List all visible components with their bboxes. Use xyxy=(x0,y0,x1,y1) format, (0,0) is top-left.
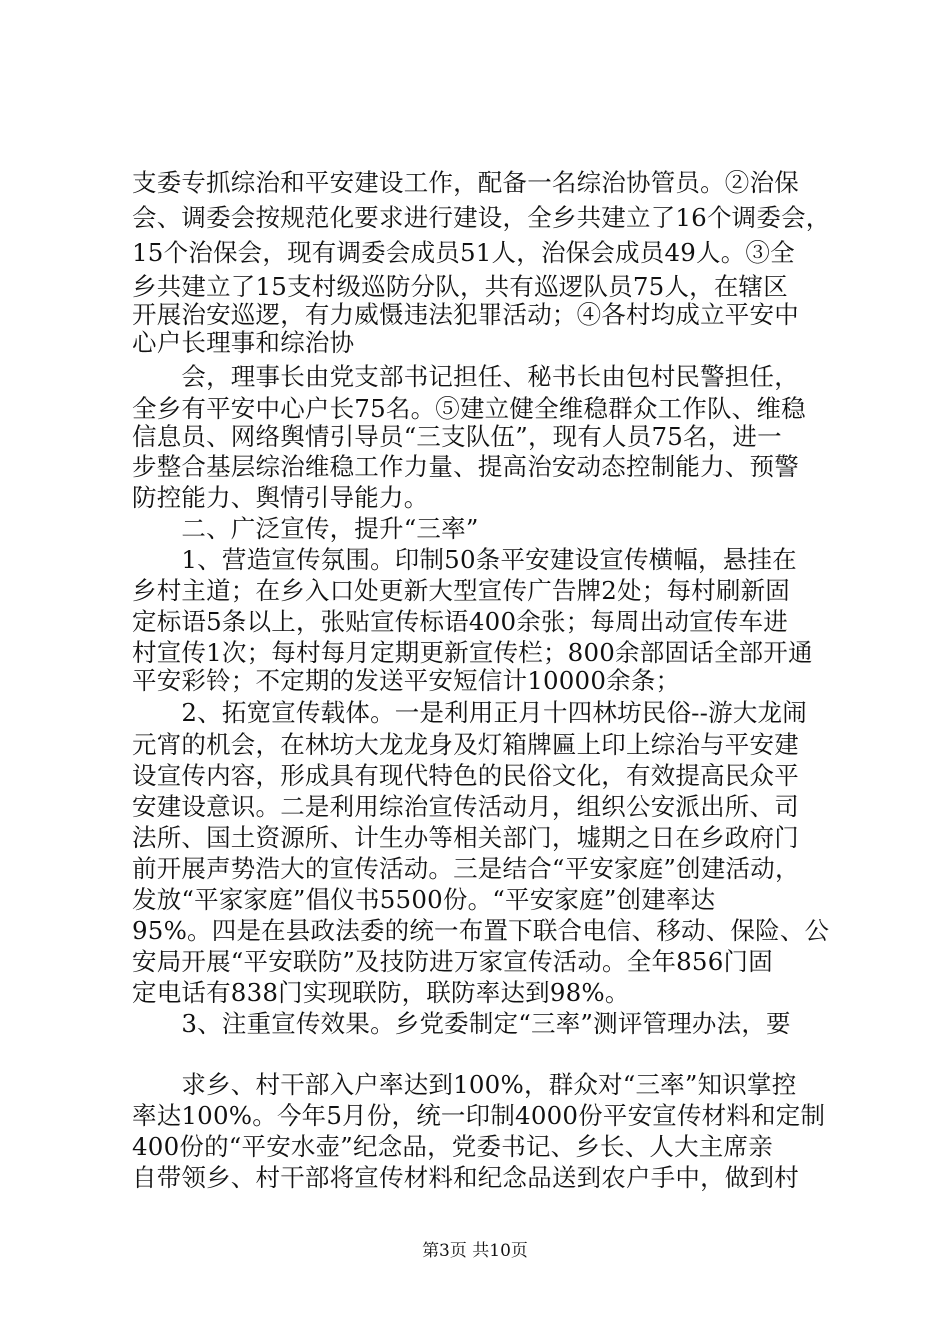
text-line: 乡共建立了15支村级巡防分队，共有巡逻队员75人，在辖区 xyxy=(132,272,788,301)
text-line: 心户长理事和综治协 xyxy=(132,328,355,357)
text-line: 95%。四是在县政法委的统一布置下联合电信、移动、保险、公 xyxy=(132,916,830,945)
text-line: 法所、国土资源所、计生办等相关部门，墟期之日在乡政府门 xyxy=(132,823,799,852)
text-line: 支委专抓综治和平安建设工作，配备一名综治协管员。②治保 xyxy=(132,168,799,197)
text-line: 村宣传1次；每村每月定期更新宣传栏；800余部固话全部开通 xyxy=(132,638,813,667)
text-line: 前开展声势浩大的宣传活动。三是结合“平安家庭”创建活动， xyxy=(132,854,800,883)
section-heading: 二、广泛宣传，提升“三率” xyxy=(132,514,479,543)
text-line: 求乡、村干部入户率达到100%，群众对“三率”知识掌控 xyxy=(132,1070,797,1099)
text-line: 元宵的机会，在林坊大龙龙身及灯箱牌匾上印上综治与平安建 xyxy=(132,730,799,759)
text-line: 设宣传内容，形成具有现代特色的民俗文化，有效提高民众平 xyxy=(132,761,799,790)
text-line: 定标语5条以上，张贴宣传标语400余张；每周出动宣传车进 xyxy=(132,607,788,636)
text-line: 15个治保会，现有调委会成员51人，治保会成员49人。③全 xyxy=(132,238,795,267)
text-line: 3、注重宣传效果。乡党委制定“三率”测评管理办法，要 xyxy=(132,1009,791,1038)
text-line: 乡村主道；在乡入口处更新大型宣传广告牌2处；每村刷新固 xyxy=(132,576,790,605)
text-line: 发放“平家家庭”倡仪书5500份。“平安家庭”创建率达 xyxy=(132,885,716,914)
text-line: 会、调委会按规范化要求进行建设，全乡共建立了16个调委会， xyxy=(132,203,831,232)
text-line: 会，理事长由党支部书记担任、秘书长由包村民警担任， xyxy=(132,362,799,391)
text-line: 率达100%。今年5月份，统一印制4000份平安宣传材料和定制 xyxy=(132,1101,826,1130)
text-line: 400份的“平安水壶”纪念品，党委书记、乡长、人大主席亲 xyxy=(132,1132,773,1161)
text-line: 平安彩铃；不定期的发送平安短信计10000余条； xyxy=(132,666,681,695)
text-line: 安局开展“平安联防”及技防进万家宣传活动。全年856门固 xyxy=(132,947,773,976)
page-footer: 第3页 共10页 xyxy=(422,1241,528,1261)
text-line: 2、拓宽宣传载体。一是利用正月十四林坊民俗--游大龙闹 xyxy=(132,698,807,727)
text-line: 全乡有平安中心户长75名。⑤建立健全维稳群众工作队、维稳 xyxy=(132,394,806,423)
text-line: 开展治安巡逻，有力威慑违法犯罪活动；④各村均成立平安中 xyxy=(132,300,799,329)
text-line: 安建设意识。二是利用综治宣传活动月，组织公安派出所、司 xyxy=(132,792,799,821)
text-line: 防控能力、舆情引导能力。 xyxy=(132,483,429,512)
text-line: 1、营造宣传氛围。印制50条平安建设宣传横幅，悬挂在 xyxy=(132,545,797,574)
text-line: 步整合基层综治维稳工作力量、提高治安动态控制能力、预警 xyxy=(132,452,799,481)
text-line: 定电话有838门实现联防，联防率达到98%。 xyxy=(132,978,630,1007)
text-line: 信息员、网络舆情引导员“三支队伍”，现有人员75名，进一 xyxy=(132,422,782,451)
text-line: 自带领乡、村干部将宣传材料和纪念品送到农户手中，做到村 xyxy=(132,1163,799,1192)
